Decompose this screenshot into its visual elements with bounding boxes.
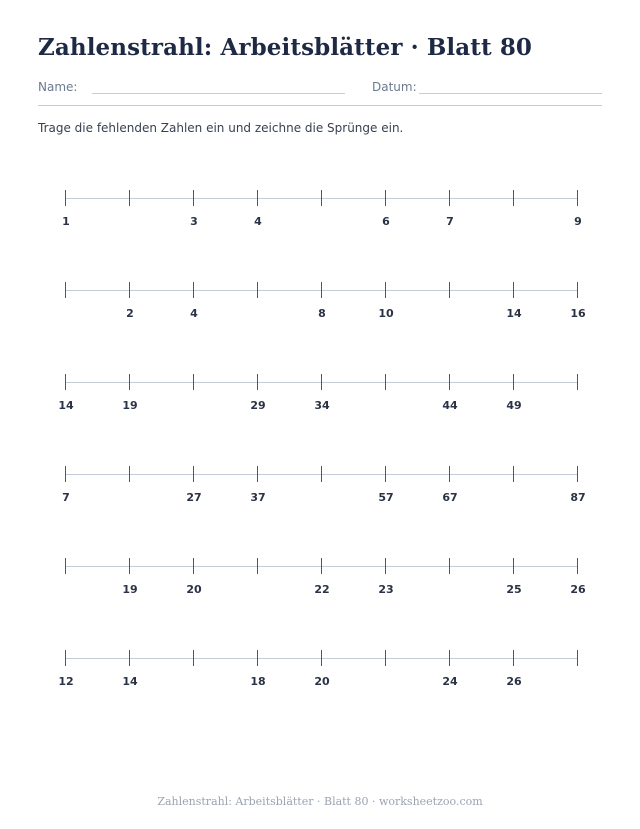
tick-mark	[257, 650, 258, 666]
tick-mark	[193, 558, 194, 574]
tick-label: 14	[58, 399, 74, 412]
tick-label: 9	[574, 215, 582, 228]
tick-label: 6	[382, 215, 390, 228]
tick-label: 12	[58, 675, 74, 688]
number-line-axis	[66, 566, 578, 567]
tick-mark	[193, 374, 194, 390]
number-line-axis	[66, 198, 578, 199]
tick-label: 2	[126, 307, 134, 320]
tick-label: 34	[314, 399, 330, 412]
name-field[interactable]	[92, 93, 345, 94]
tick-label: 29	[250, 399, 266, 412]
tick-label: 7	[446, 215, 454, 228]
tick-mark	[129, 650, 130, 666]
tick-label: 22	[314, 583, 330, 596]
tick-label: 87	[570, 491, 586, 504]
tick-mark	[129, 282, 130, 298]
tick-label: 14	[122, 675, 138, 688]
tick-mark	[513, 466, 514, 482]
tick-label: 3	[190, 215, 198, 228]
tick-mark	[385, 374, 386, 390]
tick-mark	[65, 650, 66, 666]
number-line-axis	[66, 474, 578, 475]
footer-text: Zahlenstrahl: Arbeitsblätter · Blatt 80 · worksheetzoo.com	[157, 795, 483, 808]
tick-label: 4	[254, 215, 262, 228]
tick-label: 4	[190, 307, 198, 320]
date-field[interactable]	[419, 93, 602, 94]
tick-mark	[321, 466, 322, 482]
tick-mark	[65, 282, 66, 298]
tick-mark	[385, 190, 386, 206]
instruction-text: Trage die fehlenden Zahlen ein und zeichne die Sprünge ein.	[38, 121, 404, 135]
tick-mark	[257, 466, 258, 482]
tick-label: 24	[442, 675, 458, 688]
tick-mark	[193, 466, 194, 482]
tick-mark	[65, 558, 66, 574]
tick-label: 19	[122, 399, 138, 412]
tick-mark	[321, 558, 322, 574]
tick-mark	[513, 374, 514, 390]
header-divider	[38, 105, 602, 106]
number-line-3	[0, 374, 640, 434]
tick-mark	[449, 466, 450, 482]
tick-mark	[449, 650, 450, 666]
tick-mark	[257, 190, 258, 206]
tick-label: 8	[318, 307, 326, 320]
page-title: Zahlenstrahl: Arbeitsblätter · Blatt 80	[38, 34, 533, 61]
tick-label: 18	[250, 675, 266, 688]
tick-label: 67	[442, 491, 458, 504]
tick-mark	[449, 374, 450, 390]
tick-label: 23	[378, 583, 394, 596]
tick-mark	[577, 558, 578, 574]
tick-mark	[321, 650, 322, 666]
tick-mark	[129, 466, 130, 482]
tick-mark	[385, 282, 386, 298]
tick-mark	[321, 374, 322, 390]
tick-mark	[385, 466, 386, 482]
tick-mark	[65, 466, 66, 482]
tick-mark	[321, 282, 322, 298]
tick-mark	[577, 190, 578, 206]
tick-mark	[65, 374, 66, 390]
tick-mark	[449, 190, 450, 206]
number-line-axis	[66, 290, 578, 291]
tick-label: 37	[250, 491, 266, 504]
tick-mark	[385, 650, 386, 666]
tick-mark	[513, 650, 514, 666]
tick-mark	[257, 374, 258, 390]
tick-label: 20	[186, 583, 202, 596]
tick-mark	[577, 374, 578, 390]
tick-mark	[65, 190, 66, 206]
tick-mark	[577, 466, 578, 482]
tick-mark	[129, 190, 130, 206]
tick-mark	[513, 190, 514, 206]
number-line-axis	[66, 382, 578, 383]
number-line-6	[0, 650, 640, 710]
tick-mark	[321, 190, 322, 206]
tick-mark	[513, 282, 514, 298]
number-line-axis	[66, 658, 578, 659]
tick-label: 7	[62, 491, 70, 504]
date-label: Datum:	[372, 80, 417, 94]
tick-mark	[513, 558, 514, 574]
tick-mark	[193, 190, 194, 206]
tick-label: 10	[378, 307, 394, 320]
tick-label: 16	[570, 307, 586, 320]
number-line-2	[0, 282, 640, 342]
tick-label: 1	[62, 215, 70, 228]
tick-mark	[385, 558, 386, 574]
tick-mark	[449, 282, 450, 298]
tick-label: 26	[570, 583, 586, 596]
tick-mark	[257, 282, 258, 298]
tick-label: 19	[122, 583, 138, 596]
tick-mark	[577, 282, 578, 298]
number-line-5	[0, 558, 640, 618]
tick-mark	[193, 282, 194, 298]
number-line-4	[0, 466, 640, 526]
tick-mark	[129, 558, 130, 574]
tick-mark	[193, 650, 194, 666]
tick-mark	[257, 558, 258, 574]
tick-mark	[449, 558, 450, 574]
number-line-1	[0, 190, 640, 250]
tick-label: 49	[506, 399, 522, 412]
tick-label: 27	[186, 491, 202, 504]
tick-label: 14	[506, 307, 522, 320]
tick-label: 44	[442, 399, 458, 412]
tick-mark	[129, 374, 130, 390]
tick-label: 57	[378, 491, 394, 504]
tick-mark	[577, 650, 578, 666]
tick-label: 20	[314, 675, 330, 688]
tick-label: 26	[506, 675, 522, 688]
name-label: Name:	[38, 80, 78, 94]
tick-label: 25	[506, 583, 522, 596]
